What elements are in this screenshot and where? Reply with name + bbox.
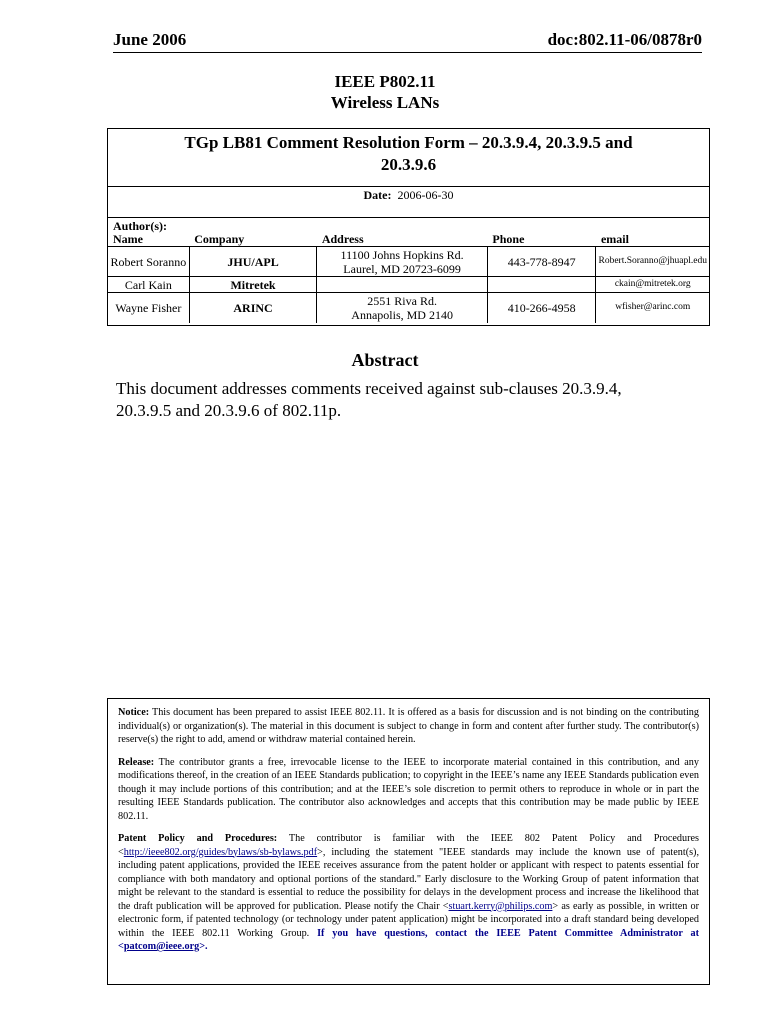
table-header-row — [108, 233, 709, 247]
author-address — [317, 277, 488, 293]
author-address — [317, 247, 488, 277]
patent-paragraph — [118, 832, 699, 954]
form-title — [108, 132, 709, 176]
date-label: Date: — [363, 188, 392, 202]
column-header-name: Name — [108, 233, 189, 247]
author-email: Robert.Soranno@jhuapl.edu — [596, 247, 709, 277]
table-row — [108, 277, 709, 293]
form-title-line1: TGp LB81 Comment Resolution Form – 20.3.9.4, 20.3.9.5 and — [184, 133, 633, 152]
release-paragraph — [118, 756, 699, 824]
patent-label: Patent Policy and Procedures: — [118, 833, 278, 844]
abstract-body: This document addresses comments received against sub-clauses 20.3.9.4, 20.3.9.5 and 20.3.9.6 of 802.11p. — [116, 379, 622, 420]
header-rule — [113, 52, 702, 53]
release-text: The contributor grants a free, irrevocable license to the IEEE to incorporate material contained in this contribution, and any modifications thereof, in the creation of an IEEE Standards publication; to copyright in the IEEE’s name any IEEE Standards publication even though it may include portions of this contribution; and at the IEEE’s sole discretion to permit others to reproduce in whole or in part the resulting IEEE Standards publication. The contributor also acknowledges and accepts that this contribution may be made public by IEEE 802.11. — [118, 756, 699, 822]
author-name: Robert Soranno — [108, 247, 189, 277]
form-title-line2: 20.3.9.6 — [380, 155, 437, 174]
table-row — [108, 247, 709, 277]
column-header-email: email — [596, 233, 709, 247]
date-divider — [108, 217, 709, 218]
author-name: Carl Kain — [108, 277, 189, 293]
authors-label: Author(s): — [113, 219, 167, 233]
author-name: Wayne Fisher — [108, 293, 189, 323]
patent-contact-1: If you have questions, contact the IEEE Patent Committee Administrator at < — [118, 927, 699, 952]
notice-text: This document has been prepared to assist IEEE 802.11. It is offered as a basis for discussion and is not binding on the contributing individual(s) or organization(s). The material in this document is subject to change in form and content after further study. The contributor(s) reserve(s) the right to add, amend or withdraw material contained herein. — [118, 707, 699, 745]
patent-contact-2: >. — [199, 941, 208, 952]
form-divider — [108, 186, 709, 187]
author-phone — [487, 277, 596, 293]
author-phone: 443-778-8947 — [487, 247, 596, 277]
document-subtitle: Wireless LANs — [330, 93, 440, 112]
release-label: Release: — [118, 756, 155, 768]
document-title: IEEE P802.11 — [334, 72, 436, 91]
address-line1: 2551 Riva Rd. — [367, 293, 437, 308]
author-address — [317, 293, 488, 323]
column-header-company: Company — [189, 233, 317, 247]
column-header-phone: Phone — [487, 233, 596, 247]
date-row — [108, 188, 709, 203]
date-value: 2006-06-30 — [397, 188, 454, 202]
author-company: JHU/APL — [189, 247, 317, 277]
patent-text-2: >, including the statement "IEEE standards may include the known use of patent(s), including patent applications, provided the IEEE receives assurance from the patent holder or applicant with respect to patents essential for compliance with both mandatory and optional portions of the standard." Early disclosure to the Working Group of patent information that might be relevant to the standard is essential to reduce the possibility for delays in the development process and increase the likelihood that the draft publication will be approved for publication. Please notify the Chair < — [118, 846, 699, 912]
notice-label: Notice: — [118, 707, 150, 718]
comment-resolution-form — [107, 128, 710, 326]
author-email: wfisher@arinc.com — [596, 293, 709, 323]
patent-text-1: The contributor is familiar with the IEEE 802 Patent Policy and Procedures < — [118, 833, 699, 858]
bylaws-link[interactable]: http://ieee802.org/guides/bylaws/sb-bylaws.pdf — [123, 846, 318, 858]
abstract-heading: Abstract — [351, 350, 419, 370]
address-line2: Annapolis, MD 2140 — [351, 307, 453, 322]
notice-box — [107, 698, 710, 985]
table-row — [108, 293, 709, 323]
authors-table — [108, 233, 709, 323]
address-line2: Laurel, MD 20723-6099 — [343, 261, 461, 276]
header-date: June 2006 — [113, 30, 187, 49]
column-header-address: Address — [317, 233, 488, 247]
header-doc-id: doc:802.11-06/0878r0 — [547, 30, 702, 49]
author-phone: 410-266-4958 — [487, 293, 596, 323]
author-company: ARINC — [189, 293, 317, 323]
chair-email-link[interactable]: stuart.kerry@philips.com — [448, 900, 553, 912]
author-company: Mitretek — [189, 277, 317, 293]
notice-paragraph — [118, 706, 699, 747]
author-email: ckain@mitretek.org — [596, 277, 709, 293]
patcom-email-link[interactable]: patcom@ieee.org — [123, 941, 200, 952]
patent-text-3: > as early as possible, in written or electronic form, if patented technology (or technology under patent application) might be incorporated into a draft standard being developed within the IEEE 802.11 Working Group. — [118, 900, 699, 939]
address-line1: 11100 Johns Hopkins Rd. — [340, 247, 464, 262]
